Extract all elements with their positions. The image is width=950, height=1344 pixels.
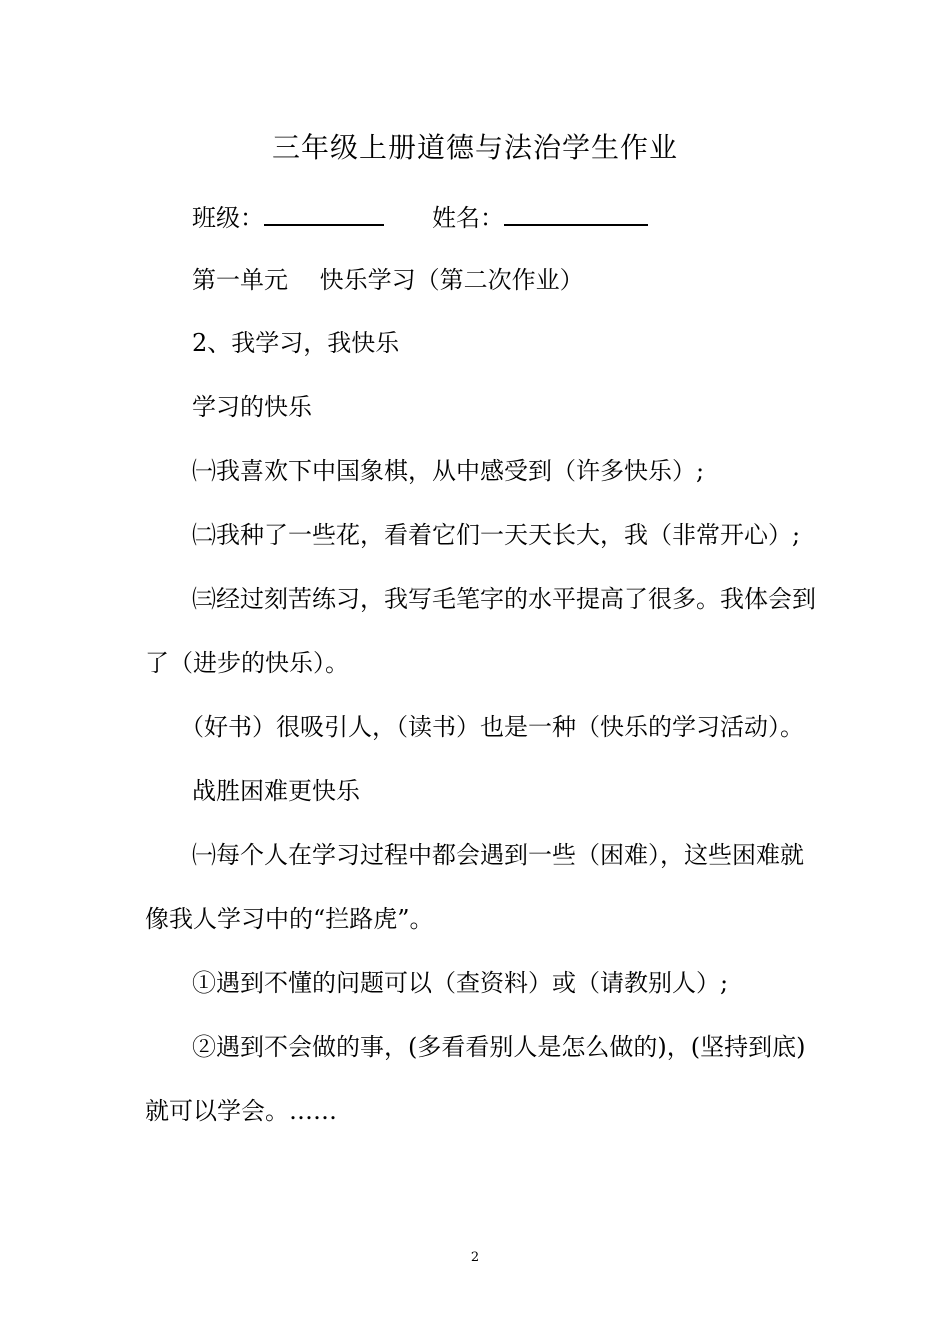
paragraph-item-1: ㈠我喜欢下中国象棋，从中感受到（许多快乐）; xyxy=(192,457,705,485)
paragraph-books: （好书）很吸引人，（读书）也是一种（快乐的学习活动）。 xyxy=(180,713,804,741)
sub-item-2-line-2: 就可以学会。…… xyxy=(145,1097,337,1125)
page-number: 2 xyxy=(470,1250,480,1265)
section-heading-joy-of-learning: 学习的快乐 xyxy=(192,393,312,421)
name-blank xyxy=(504,200,648,226)
sub-item-1: ①遇到不懂的问题可以（查资料）或（请教别人）; xyxy=(192,969,729,997)
lesson-title: 2、我学习，我快乐 xyxy=(192,329,400,357)
unit-heading: 第一单元 快乐学习（第二次作业） xyxy=(192,266,584,294)
class-blank xyxy=(264,200,384,226)
section-heading-overcome-difficulties: 战胜困难更快乐 xyxy=(192,777,360,805)
student-info-row xyxy=(192,200,648,234)
paragraph-item-3-line-2: 了（进步的快乐）。 xyxy=(145,649,349,677)
paragraph-item-2: ㈡我种了一些花，看着它们一天天长大，我（非常开心）; xyxy=(192,521,801,549)
document-title: 三年级上册道德与法治学生作业 xyxy=(271,131,678,164)
class-label: 班级： xyxy=(192,204,264,232)
paragraph-item-4-line-2: 像我人学习中的“拦路虎”。 xyxy=(145,905,434,933)
paragraph-item-4-line-1: ㈠每个人在学习过程中都会遇到一些（困难），这些困难就 xyxy=(192,841,804,869)
name-label: 姓名： xyxy=(432,204,504,232)
sub-item-2-line-1: ②遇到不会做的事，(多看看别人是怎么做的)，(坚持到底) xyxy=(192,1033,806,1061)
paragraph-item-3-line-1: ㈢经过刻苦练习，我写毛笔字的水平提高了很多。我体会到 xyxy=(192,585,816,613)
